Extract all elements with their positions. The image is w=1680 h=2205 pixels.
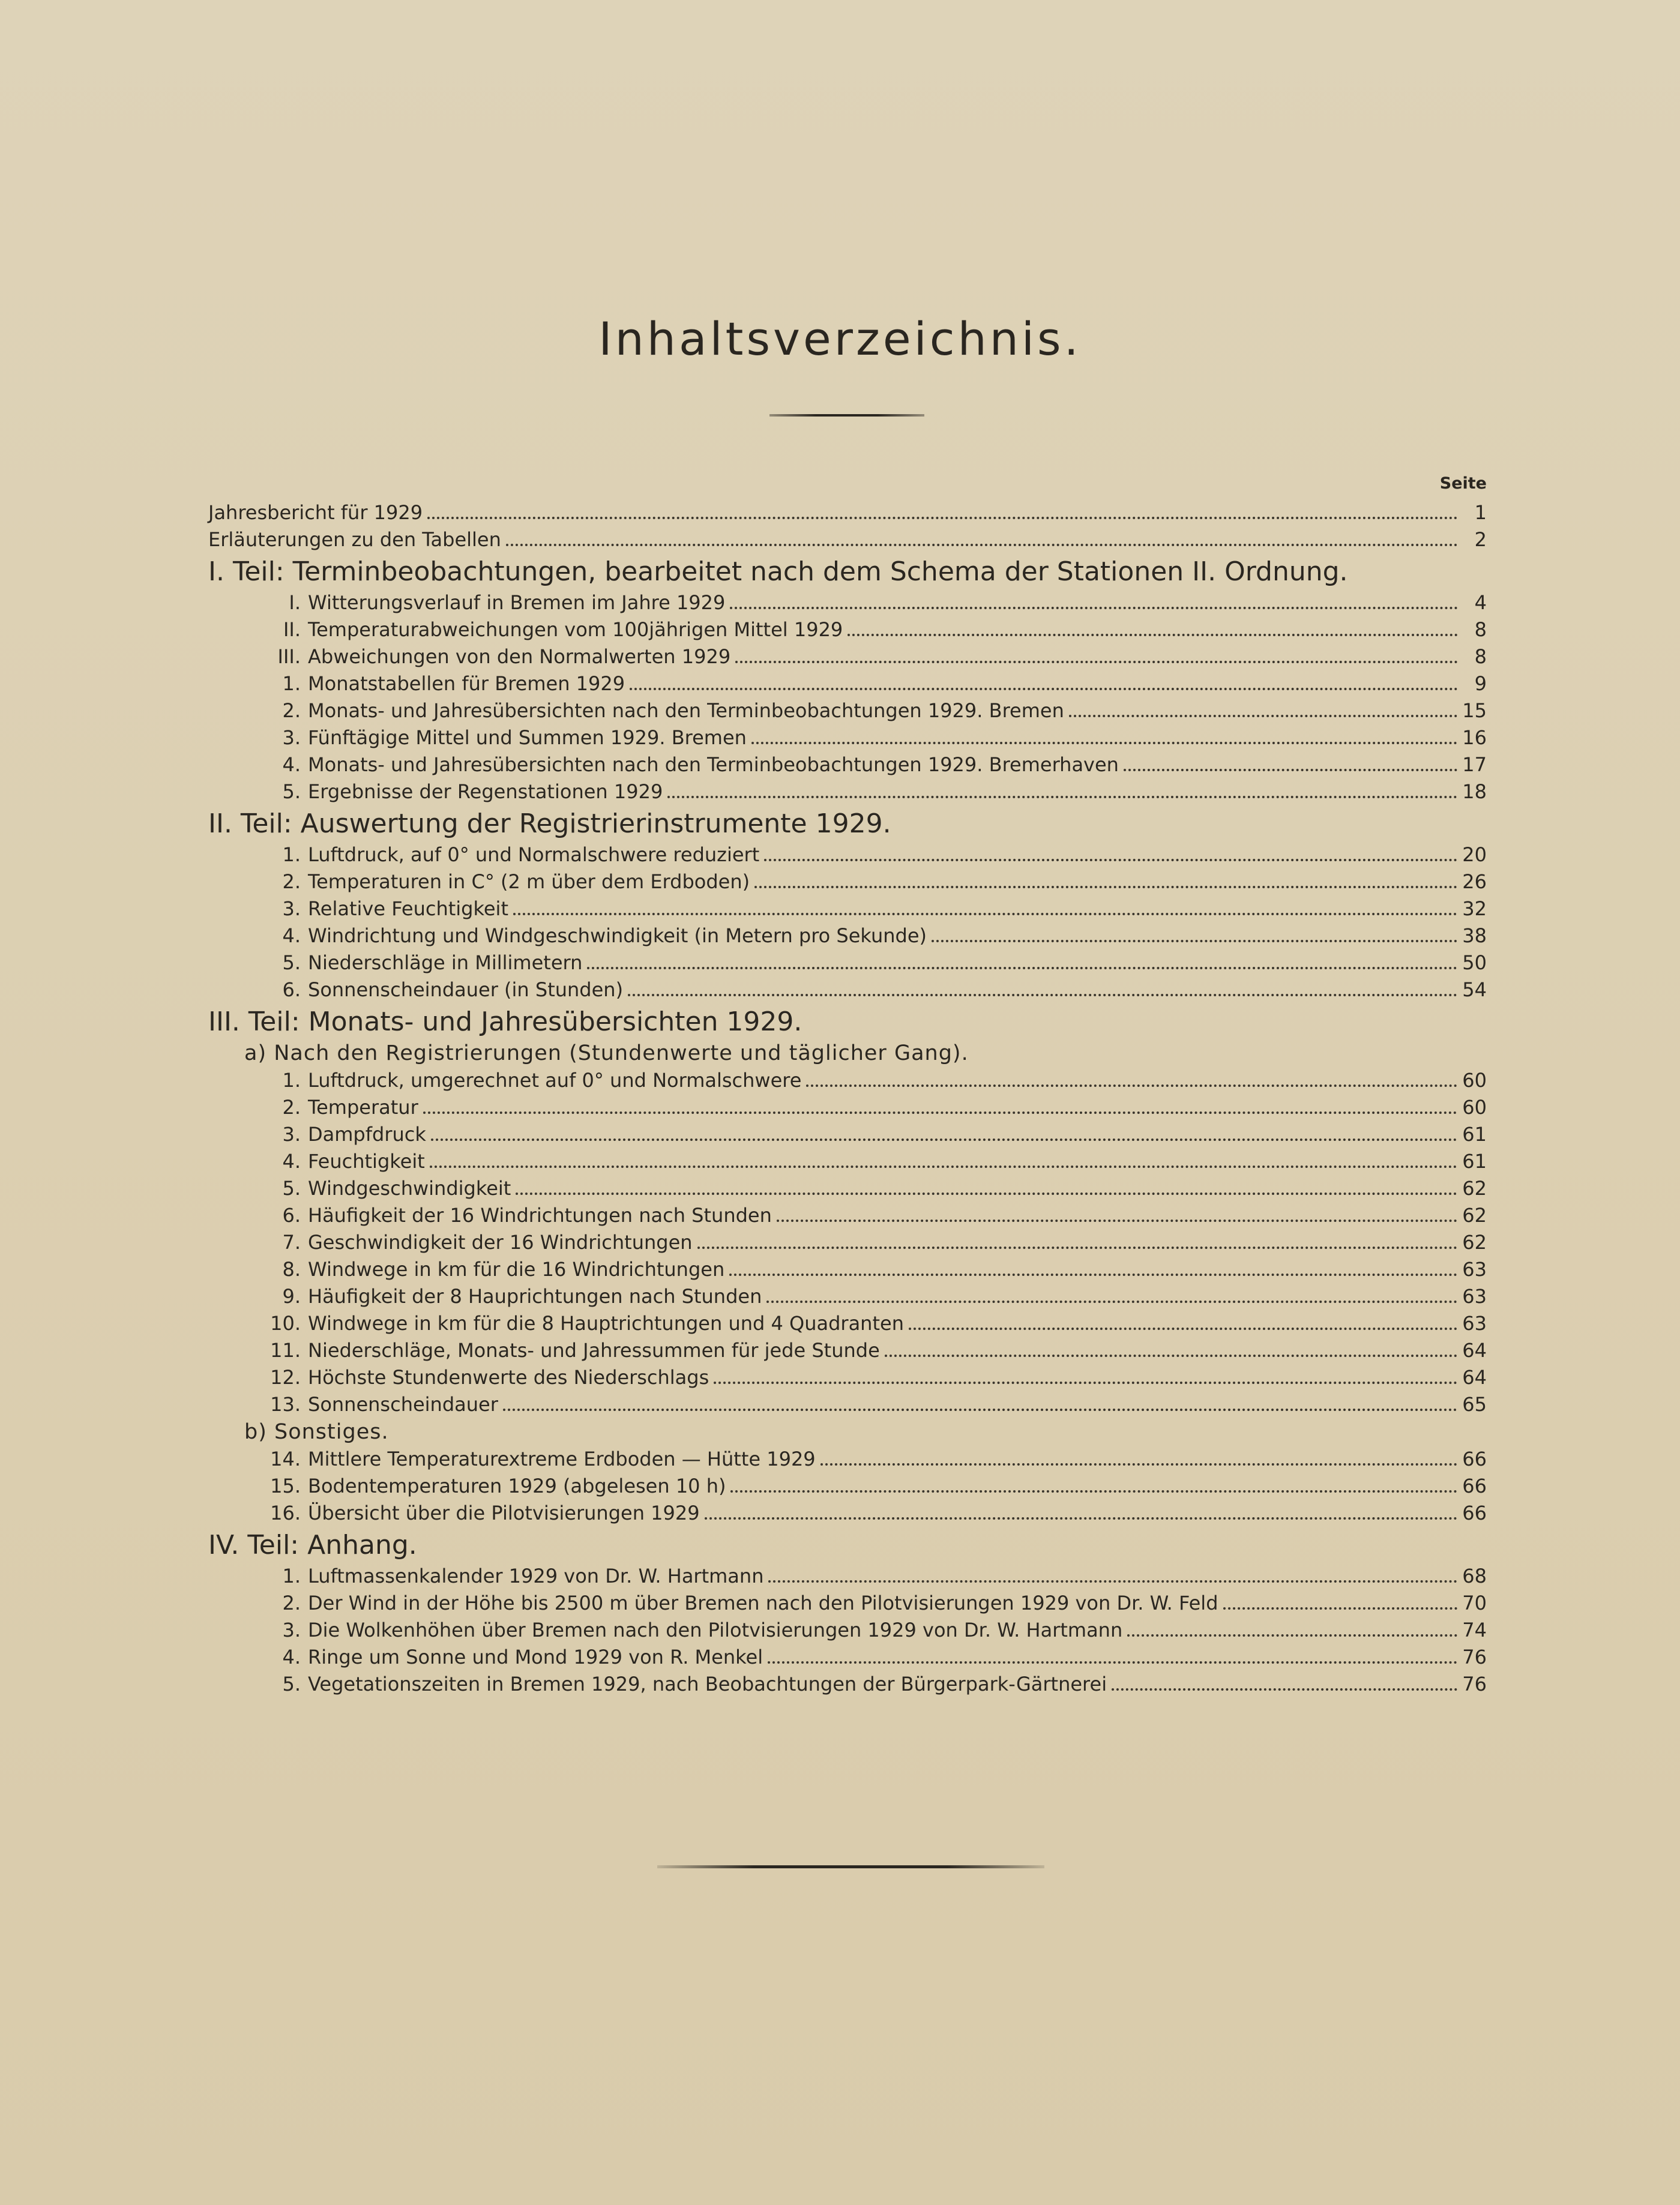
entry-number: 11. [270,1339,301,1362]
part-3-heading: III. Teil: Monats- und Jahresübersichten 1929. [208,1006,802,1037]
entry-number: I. [289,591,301,614]
entry-label: Windwege in km für die 16 Windrichtungen [308,1258,725,1281]
toc-entry [208,1283,1487,1310]
entry-label: Windgeschwindigkeit [308,1177,511,1200]
entry-number: 13. [270,1393,301,1416]
toc-entry [208,1446,1487,1473]
toc-entry [208,751,1487,778]
entry-number: 16. [270,1502,301,1524]
entry-label: Übersicht über die Pilotvisierungen 1929 [308,1502,700,1524]
entry-label: Luftdruck, auf 0° und Normalschwere reduziert [308,843,760,866]
dot-leader [1124,768,1457,771]
toc-entry [208,1473,1487,1500]
entry-number: 10. [270,1312,301,1335]
dot-leader [777,1219,1457,1222]
toc-entry [208,589,1487,616]
entry-page-number: 63 [1462,1312,1487,1335]
entry-page-number: 66 [1462,1475,1487,1497]
dot-leader [766,1300,1457,1303]
entry-label: Sonnenscheindauer (in Stunden) [308,978,624,1001]
dot-leader [1112,1688,1457,1691]
dot-leader [697,1246,1458,1249]
dot-leader [430,1165,1458,1168]
entry-number: 2. [282,1592,301,1614]
entry-number: 14. [270,1448,301,1470]
toc-entry [208,1364,1487,1391]
dot-leader [503,1408,1457,1411]
dot-leader [587,966,1457,969]
entry-number: 1. [282,1069,301,1092]
toc-entry [208,1644,1487,1671]
dot-leader [423,1111,1458,1114]
entry-page-number: 15 [1462,699,1487,722]
part-3-subsection-a: a) Nach den Registrierungen (Stundenwerte und täglicher Gang). [244,1041,969,1065]
entry-label: Niederschläge, Monats- und Jahressummen für jede Stunde [308,1339,880,1362]
entry-page-number: 38 [1462,924,1487,947]
entry-page-number: 61 [1462,1150,1487,1173]
entry-number: 3. [282,897,301,920]
dot-leader [513,912,1457,915]
entry-label: Luftmassenkalender 1929 von Dr. W. Hartmann [308,1565,764,1587]
dot-leader [885,1354,1458,1357]
entry-label: Höchste Stundenwerte des Niederschlags [308,1366,709,1389]
entry-page-number: 2 [1474,528,1487,551]
dot-leader [630,687,1458,690]
dot-leader [1069,714,1457,717]
entry-page-number: 32 [1462,897,1487,920]
entry-number: 4. [282,1150,301,1173]
entry-page-number: 8 [1474,645,1487,668]
entry-number: 8. [282,1258,301,1281]
toc-entry [208,1337,1487,1364]
dot-leader [730,1490,1457,1493]
entry-label: Monats- und Jahresübersichten nach den Terminbeobachtungen 1929. Bremerhaven [308,753,1119,776]
toc-entry [208,499,1487,526]
entry-page-number: 60 [1462,1096,1487,1119]
toc-entry [208,976,1487,1003]
entry-number: 2. [282,699,301,722]
entry-number: III. [277,645,301,668]
entry-label: Temperatur [308,1096,418,1119]
entry-page-number: 74 [1462,1619,1487,1641]
entry-number: 5. [282,780,301,803]
entry-label: Bodentemperaturen 1929 (abgelesen 10 h) [308,1475,726,1497]
entry-page-number: 20 [1462,843,1487,866]
dot-leader [764,858,1457,861]
entry-page-number: 76 [1462,1673,1487,1695]
entry-page-number: 50 [1462,951,1487,974]
entry-label: Der Wind in der Höhe bis 2500 m über Bremen nach den Pilotvisierungen 1929 von Dr. W. Feld [308,1592,1218,1614]
dot-leader [754,885,1457,888]
entry-number: 5. [282,1177,301,1200]
dot-leader [506,543,1458,546]
entry-page-number: 54 [1462,978,1487,1001]
entry-page-number: 70 [1462,1592,1487,1614]
entry-label: Monats- und Jahresübersichten nach den Terminbeobachtungen 1929. Bremen [308,699,1064,722]
toc-entry [208,778,1487,805]
part-2-entries [208,841,1487,1003]
entry-page-number: 18 [1462,780,1487,803]
part-3b-entries [208,1446,1487,1527]
entry-number: 7. [282,1231,301,1254]
toc-entry [208,1094,1487,1121]
part-3-subsection-b: b) Sonstiges. [244,1420,389,1444]
toc-entry [208,697,1487,724]
part-4-heading: IV. Teil: Anhang. [208,1530,417,1560]
part-1-entries [208,589,1487,805]
bottom-divider [657,1865,1044,1868]
dot-leader [768,1661,1457,1664]
entry-label: Die Wolkenhöhen über Bremen nach den Pilotvisierungen 1929 von Dr. W. Hartmann [308,1619,1123,1641]
entry-number: II. [283,618,301,641]
entry-page-number: 62 [1462,1177,1487,1200]
entry-label: Häufigkeit der 8 Hauprichtungen nach Stunden [308,1285,762,1308]
dot-leader [751,741,1457,744]
toc-entry [208,1202,1487,1229]
toc-entry [208,1590,1487,1617]
entry-page-number: 62 [1462,1231,1487,1254]
dot-leader [427,516,1458,519]
entry-label: Vegetationszeiten in Bremen 1929, nach Beobachtungen der Bürgerpark-Gärtnerei [308,1673,1107,1695]
part-4-entries [208,1563,1487,1698]
toc-entry [208,1229,1487,1256]
dot-leader [1127,1634,1457,1637]
entry-label: Witterungsverlauf in Bremen im Jahre 1929 [308,591,726,614]
entry-page-number: 64 [1462,1339,1487,1362]
toc-entry [208,841,1487,868]
entry-label: Luftdruck, umgerechnet auf 0° und Normalschwere [308,1069,802,1092]
entry-page-number: 76 [1462,1646,1487,1668]
entry-page-number: 62 [1462,1204,1487,1227]
entry-page-number: 17 [1462,753,1487,776]
dot-leader [820,1463,1458,1466]
dot-leader [730,606,1458,609]
entry-page-number: 65 [1462,1393,1487,1416]
entry-number: 9. [282,1285,301,1308]
toc-entry [208,1067,1487,1094]
part-1-heading: I. Teil: Terminbeobachtungen, bearbeitet nach dem Schema der Stationen II. Ordnung. [208,556,1348,587]
entry-label: Fünftägige Mittel und Summen 1929. Bremen [308,726,747,749]
toc-entry [208,724,1487,751]
entry-label: Erläuterungen zu den Tabellen [208,528,501,551]
toc-entry [208,1563,1487,1590]
entry-page-number: 60 [1462,1069,1487,1092]
entry-number: 4. [282,924,301,947]
dot-leader [932,939,1457,942]
entry-number: 3. [282,726,301,749]
entry-number: 15. [270,1475,301,1497]
dot-leader [705,1517,1458,1520]
entry-label: Windwege in km für die 8 Hauptrichtungen und 4 Quadranten [308,1312,904,1335]
entry-number: 1. [282,1565,301,1587]
dot-leader [768,1580,1457,1583]
entry-label: Niederschläge in Millimetern [308,951,583,974]
dot-leader [628,993,1457,996]
entry-page-number: 66 [1462,1448,1487,1470]
toc-entry [208,526,1487,553]
entry-page-number: 63 [1462,1258,1487,1281]
dot-leader [909,1327,1457,1330]
entry-label: Abweichungen von den Normalwerten 1929 [308,645,731,668]
entry-number: 6. [282,1204,301,1227]
entry-number: 2. [282,1096,301,1119]
title-divider [769,414,924,417]
entry-number: 2. [282,870,301,893]
toc-entry [208,868,1487,895]
entry-page-number: 4 [1474,591,1487,614]
dot-leader [848,633,1458,636]
entry-number: 6. [282,978,301,1001]
dot-leader [431,1138,1457,1141]
dot-leader [667,795,1457,798]
entry-label: Geschwindigkeit der 16 Windrichtungen [308,1231,693,1254]
entry-number: 4. [282,753,301,776]
entry-label: Relative Feuchtigkeit [308,897,508,920]
entry-number: 1. [282,672,301,695]
entry-page-number: 8 [1474,618,1487,641]
entry-page-number: 64 [1462,1366,1487,1389]
toc-entry [208,1121,1487,1148]
entry-page-number: 9 [1474,672,1487,695]
entry-page-number: 26 [1462,870,1487,893]
entry-label: Feuchtigkeit [308,1150,425,1173]
entry-page-number: 61 [1462,1123,1487,1146]
part-3a-entries [208,1067,1487,1418]
toc-entry [208,1148,1487,1175]
dot-leader [735,660,1458,663]
page-column-label: Seite [1439,474,1487,493]
entry-label: Mittlere Temperaturextreme Erdboden — Hütte 1929 [308,1448,816,1470]
part-2-heading: II. Teil: Auswertung der Registrierinstrumente 1929. [208,808,891,839]
toc-entry [208,1256,1487,1283]
entry-page-number: 66 [1462,1502,1487,1524]
toc-entry [208,1671,1487,1698]
page-title: Inhaltsverzeichnis. [598,312,1082,365]
dot-leader [1223,1607,1458,1610]
entry-label: Sonnenscheindauer [308,1393,498,1416]
toc-entry [208,643,1487,670]
entry-number: 3. [282,1619,301,1641]
entry-label: Ergebnisse der Regenstationen 1929 [308,780,663,803]
entry-number: 1. [282,843,301,866]
toc-entry [208,1310,1487,1337]
dot-leader [516,1192,1457,1195]
entry-label: Temperaturabweichungen vom 100jährigen Mittel 1929 [308,618,843,641]
toc-entry [208,616,1487,643]
entry-number: 5. [282,951,301,974]
entry-label: Häufigkeit der 16 Windrichtungen nach Stunden [308,1204,772,1227]
toc-entry [208,895,1487,922]
dot-leader [729,1273,1457,1276]
entry-label: Ringe um Sonne und Mond 1929 von R. Menkel [308,1646,763,1668]
entry-label: Dampfdruck [308,1123,426,1146]
toc-entry [208,1617,1487,1644]
toc-entry [208,922,1487,949]
intro-entries [208,499,1487,553]
toc-entry [208,1391,1487,1418]
entry-number: 5. [282,1673,301,1695]
dot-leader [806,1084,1457,1087]
entry-label: Jahresbericht für 1929 [208,501,423,524]
entry-number: 12. [270,1366,301,1389]
toc-entry [208,1500,1487,1527]
entry-page-number: 1 [1474,501,1487,524]
entry-number: 4. [282,1646,301,1668]
toc-entry [208,670,1487,697]
entry-page-number: 16 [1462,726,1487,749]
entry-label: Monatstabellen für Bremen 1929 [308,672,625,695]
entry-page-number: 63 [1462,1285,1487,1308]
toc-entry [208,949,1487,976]
dot-leader [714,1381,1457,1384]
entry-number: 3. [282,1123,301,1146]
entry-label: Windrichtung und Windgeschwindigkeit (in Metern pro Sekunde) [308,924,927,947]
entry-page-number: 68 [1462,1565,1487,1587]
toc-entry [208,1175,1487,1202]
table-of-contents [208,468,1487,1698]
entry-label: Temperaturen in C° (2 m über dem Erdboden) [308,870,750,893]
